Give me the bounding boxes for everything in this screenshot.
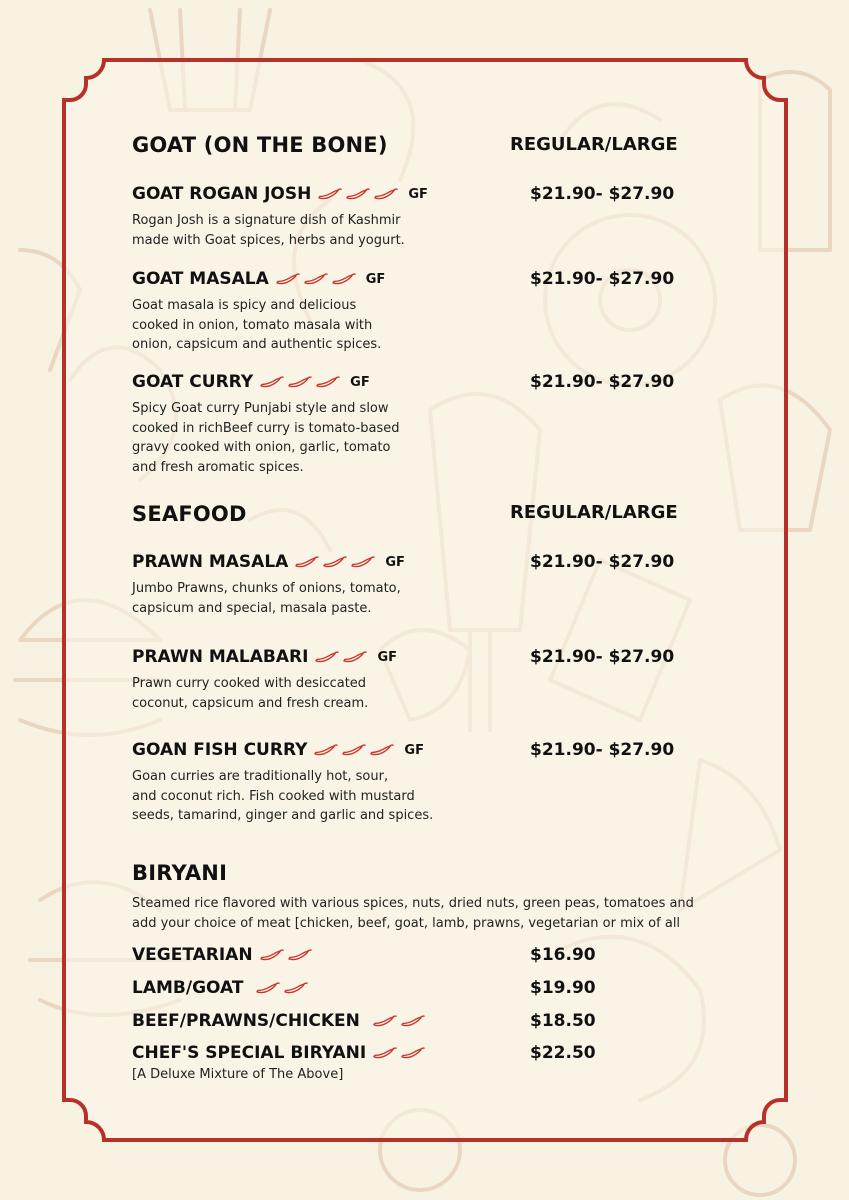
chili-pepper-icon xyxy=(342,650,367,664)
item-description xyxy=(132,579,401,618)
chili-pepper-icon xyxy=(314,650,339,664)
gluten-free-tag: GF xyxy=(408,186,428,202)
menu-item-name xyxy=(132,1011,425,1031)
menu-item-name xyxy=(132,647,397,667)
item-title: CHEF'S SPECIAL BIRYANI xyxy=(132,1043,367,1063)
menu-item-name xyxy=(132,978,308,998)
gluten-free-tag: GF xyxy=(404,742,424,758)
item-title: GOAT CURRY xyxy=(132,372,254,392)
menu-item-name xyxy=(132,740,424,760)
description-line: Rogan Josh is a signature dish of Kashmir xyxy=(132,213,401,228)
chili-pepper-icon xyxy=(350,555,375,569)
item-title: GOAT ROGAN JOSH xyxy=(132,184,312,204)
column-header-regular-large: REGULAR/LARGE xyxy=(510,134,678,155)
item-title: VEGETARIAN xyxy=(132,945,253,965)
item-title: PRAWN MALABARI xyxy=(132,647,309,667)
description-line: seeds, tamarind, ginger and garlic and spices. xyxy=(132,808,434,823)
item-price: $21.90- $27.90 xyxy=(530,740,675,760)
chili-pepper-icon xyxy=(294,555,319,569)
chili-pepper-icon xyxy=(255,981,280,995)
chili-pepper-icon xyxy=(345,187,370,201)
chili-pepper-icon xyxy=(400,1014,425,1028)
spice-level xyxy=(259,375,340,389)
chili-pepper-icon xyxy=(315,375,340,389)
gluten-free-tag: GF xyxy=(365,271,386,287)
description-line: Prawn curry cooked with desiccated xyxy=(132,676,367,691)
item-title: GOAT MASALA xyxy=(132,269,269,289)
chili-pepper-icon xyxy=(322,555,347,569)
item-price: $21.90- $27.90 xyxy=(530,647,675,667)
description-line: made with Goat spices, herbs and yogurt. xyxy=(132,232,405,248)
menu-item-name xyxy=(132,945,312,965)
description-line: and fresh aromatic spices. xyxy=(132,459,304,475)
chili-pepper-icon xyxy=(369,743,394,757)
description-line: capsicum and special, masala paste. xyxy=(132,600,372,616)
item-price: $21.90- $27.90 xyxy=(530,372,675,392)
item-description xyxy=(132,674,368,713)
item-description xyxy=(132,399,400,477)
spice-level xyxy=(317,187,398,201)
chili-pepper-icon xyxy=(303,272,328,286)
description-line: cooked in onion, tomato masala with xyxy=(132,317,373,333)
description-line: Jumbo Prawns, chunks of onions, tomato, xyxy=(132,581,401,596)
spice-level xyxy=(294,555,375,569)
chili-pepper-icon xyxy=(259,948,284,962)
item-title: GOAN FISH CURRY xyxy=(132,740,308,760)
description-line: Spicy Goat curry Punjabi style and slow xyxy=(132,401,389,416)
spice-level xyxy=(259,948,312,962)
item-price: $21.90- $27.90 xyxy=(530,552,675,572)
chili-pepper-icon xyxy=(372,1014,397,1028)
biryani-description xyxy=(132,894,752,933)
description-line: and coconut rich. Fish cooked with mustard xyxy=(132,788,415,804)
item-price: $22.50 xyxy=(530,1043,596,1063)
description-line: Goan curries are traditionally hot, sour, xyxy=(132,769,389,784)
chili-pepper-icon xyxy=(283,981,308,995)
menu-item-name xyxy=(132,372,370,392)
item-price: $21.90- $27.90 xyxy=(530,184,675,204)
item-price: $21.90- $27.90 xyxy=(530,269,675,289)
chili-pepper-icon xyxy=(372,1046,397,1060)
item-description xyxy=(132,767,433,826)
menu-item-name xyxy=(132,184,428,204)
section-title-biryani: BIRYANI xyxy=(132,861,228,885)
item-description xyxy=(132,211,405,250)
item-title: BEEF/PRAWNS/CHICKEN xyxy=(132,1011,360,1031)
chili-pepper-icon xyxy=(287,948,312,962)
description-line: coconut, capsicum and fresh cream. xyxy=(132,695,369,711)
spice-level xyxy=(255,981,308,995)
gluten-free-tag: GF xyxy=(350,374,370,390)
item-price: $19.90 xyxy=(530,978,596,998)
description-line: Steamed rice flavored with various spices, nuts, dried nuts, green peas, tomatoes and xyxy=(132,896,694,911)
gluten-free-tag: GF xyxy=(377,649,397,665)
item-note: [A Deluxe Mixture of The Above] xyxy=(132,1067,344,1082)
menu-item-name xyxy=(132,552,405,572)
description-line: cooked in richBeef curry is tomato-based xyxy=(132,420,400,436)
chili-pepper-icon xyxy=(259,375,284,389)
chili-pepper-icon xyxy=(287,375,312,389)
chili-pepper-icon xyxy=(341,743,366,757)
description-line: onion, capsicum and authentic spices. xyxy=(132,337,382,352)
section-title-goat: GOAT (ON THE BONE) xyxy=(132,133,388,157)
description-line: gravy cooked with onion, garlic, tomato xyxy=(132,440,391,455)
item-title: LAMB/GOAT xyxy=(132,978,244,998)
description-line: Goat masala is spicy and delicious xyxy=(132,298,357,313)
chili-pepper-icon xyxy=(331,272,356,286)
chili-pepper-icon xyxy=(275,272,300,286)
item-title: PRAWN MASALA xyxy=(132,552,289,572)
gluten-free-tag: GF xyxy=(385,554,405,570)
section-title-seafood: SEAFOOD xyxy=(132,502,247,526)
chili-pepper-icon xyxy=(400,1046,425,1060)
spice-level xyxy=(313,743,394,757)
chili-pepper-icon xyxy=(313,743,338,757)
item-price: $16.90 xyxy=(530,945,596,965)
chili-pepper-icon xyxy=(373,187,398,201)
chili-pepper-icon xyxy=(317,187,342,201)
spice-level xyxy=(275,272,356,286)
spice-level xyxy=(372,1014,425,1028)
menu-item-name xyxy=(132,1043,425,1063)
menu-item-name xyxy=(132,269,385,289)
spice-level xyxy=(372,1046,425,1060)
item-description xyxy=(132,296,381,355)
item-price: $18.50 xyxy=(530,1011,596,1031)
spice-level xyxy=(314,650,367,664)
description-line: add your choice of meat [chicken, beef, goat, lamb, prawns, vegetarian or mix of all xyxy=(132,915,681,931)
column-header-regular-large: REGULAR/LARGE xyxy=(510,502,678,523)
